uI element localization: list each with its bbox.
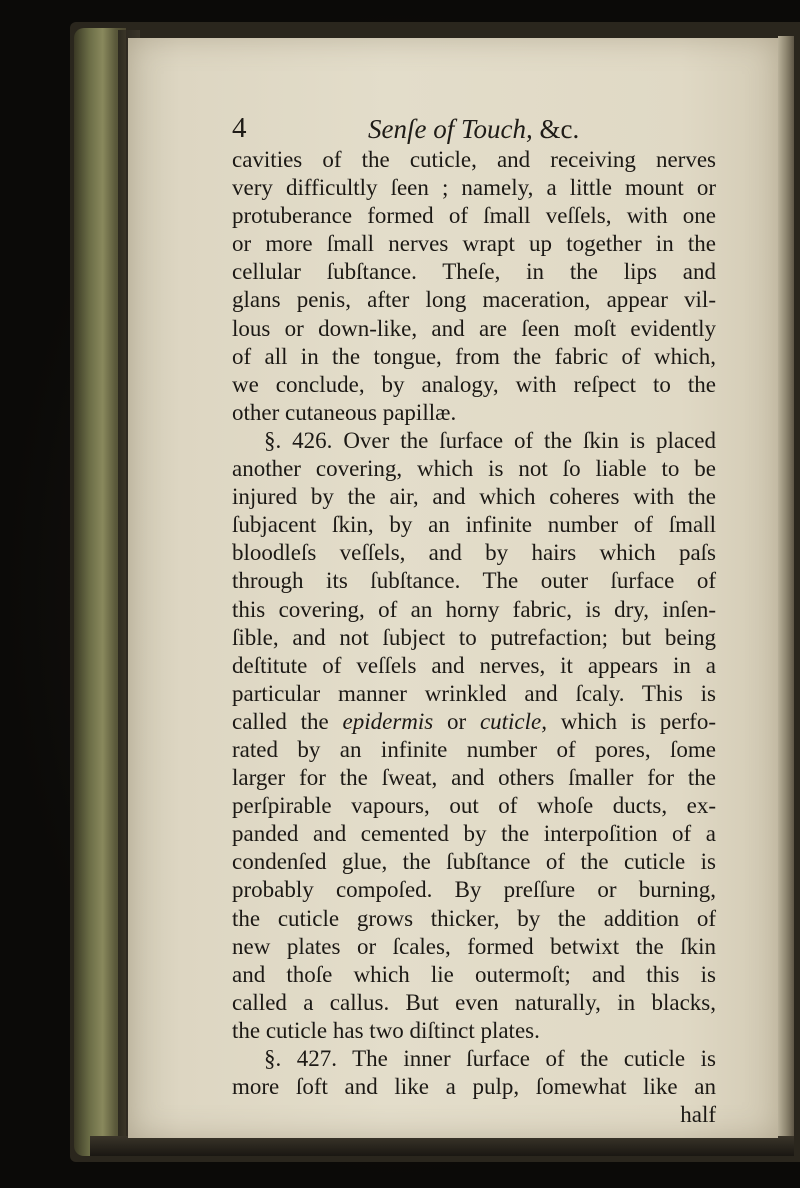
- page-number: 4: [232, 112, 247, 144]
- text-line: lous or down-like, and are ſeen moſt evidently: [232, 315, 716, 341]
- text-line: rated by an infinite number of pores, ſome: [232, 736, 716, 762]
- page-fore-edge: [778, 36, 794, 1140]
- text-line: this covering, of an horny fabric, is dry, inſen-: [232, 596, 716, 622]
- italic-term: cuticle,: [479, 708, 547, 734]
- text-line: condenſed glue, the ſubſtance of the cuticle is: [232, 849, 716, 875]
- text-line: panded and cemented by the interpoſition of a: [232, 821, 716, 847]
- paragraph-426-start: §. 426. Over the ſurface of the ſkin is placed: [264, 427, 716, 453]
- text-line: cavities of the cuticle, and receiving nerves: [232, 147, 716, 172]
- text-line-epidermis: called the epidermis or cuticle, which is perfo-: [232, 708, 716, 734]
- text-line: other cutaneous papillæ.: [232, 399, 457, 425]
- paragraph-427-start: §. 427. The inner ſurface of the cuticle is: [264, 1046, 716, 1071]
- text-line: or more ſmall nerves wrapt up together in the: [232, 231, 716, 257]
- text-line: cellular ſubſtance. Theſe, in the lips and: [232, 259, 716, 285]
- text-line: injured by the air, and which coheres with the: [232, 484, 716, 510]
- text-line: ſible, and not ſubject to putrefaction; but being: [232, 624, 716, 650]
- italic-term: epidermis: [342, 708, 434, 734]
- running-title-italic: Senſe of Touch,: [368, 114, 533, 144]
- text-line: deſtitute of veſſels and nerves, it appears in a: [232, 652, 716, 678]
- text-line: new plates or ſcales, formed betwixt the ſkin: [232, 933, 716, 959]
- text-line: called a callus. But even naturally, in blacks,: [232, 989, 716, 1015]
- text-line: the cuticle grows thicker, by the addition of: [232, 905, 716, 931]
- text-line: very difficultly ſeen ; namely, a little mount or: [232, 175, 716, 201]
- text-line: larger for the ſweat, and others ſmaller for the: [232, 765, 716, 791]
- text-line: probably compoſed. By preſſure or burning,: [232, 877, 716, 903]
- text-line: ſubjacent ſkin, by an infinite number of ſmall: [232, 512, 716, 538]
- text-line: more ſoft and like a pulp, ſomewhat like an: [232, 1074, 716, 1100]
- running-title: [368, 114, 579, 145]
- text-line: protuberance formed of ſmall veſſels, with one: [232, 203, 716, 229]
- text-line: and thoſe which lie outermoſt; and this is: [232, 961, 716, 987]
- catchword: half: [680, 1102, 716, 1128]
- body-text: [232, 146, 716, 1129]
- text-line: through its ſubſtance. The outer ſurface of: [232, 568, 716, 594]
- text-line: perſpirable vapours, out of whoſe ducts, ex-: [232, 793, 716, 819]
- text-line: another covering, which is not ſo liable to be: [232, 456, 716, 482]
- text-line: particular manner wrinkled and ſcaly. This is: [232, 680, 716, 706]
- page-bottom-edge: [90, 1136, 794, 1156]
- running-title-rest: &c.: [532, 114, 580, 144]
- text-line: we conclude, by analogy, with reſpect to the: [232, 371, 716, 397]
- text-line: of all in the tongue, from the fabric of which,: [232, 343, 716, 369]
- text-line: bloodleſs veſſels, and by hairs which paſs: [232, 540, 716, 566]
- text-line: glans penis, after long maceration, appear vil-: [232, 287, 716, 313]
- text-line: the cuticle has two diſtinct plates.: [232, 1017, 540, 1043]
